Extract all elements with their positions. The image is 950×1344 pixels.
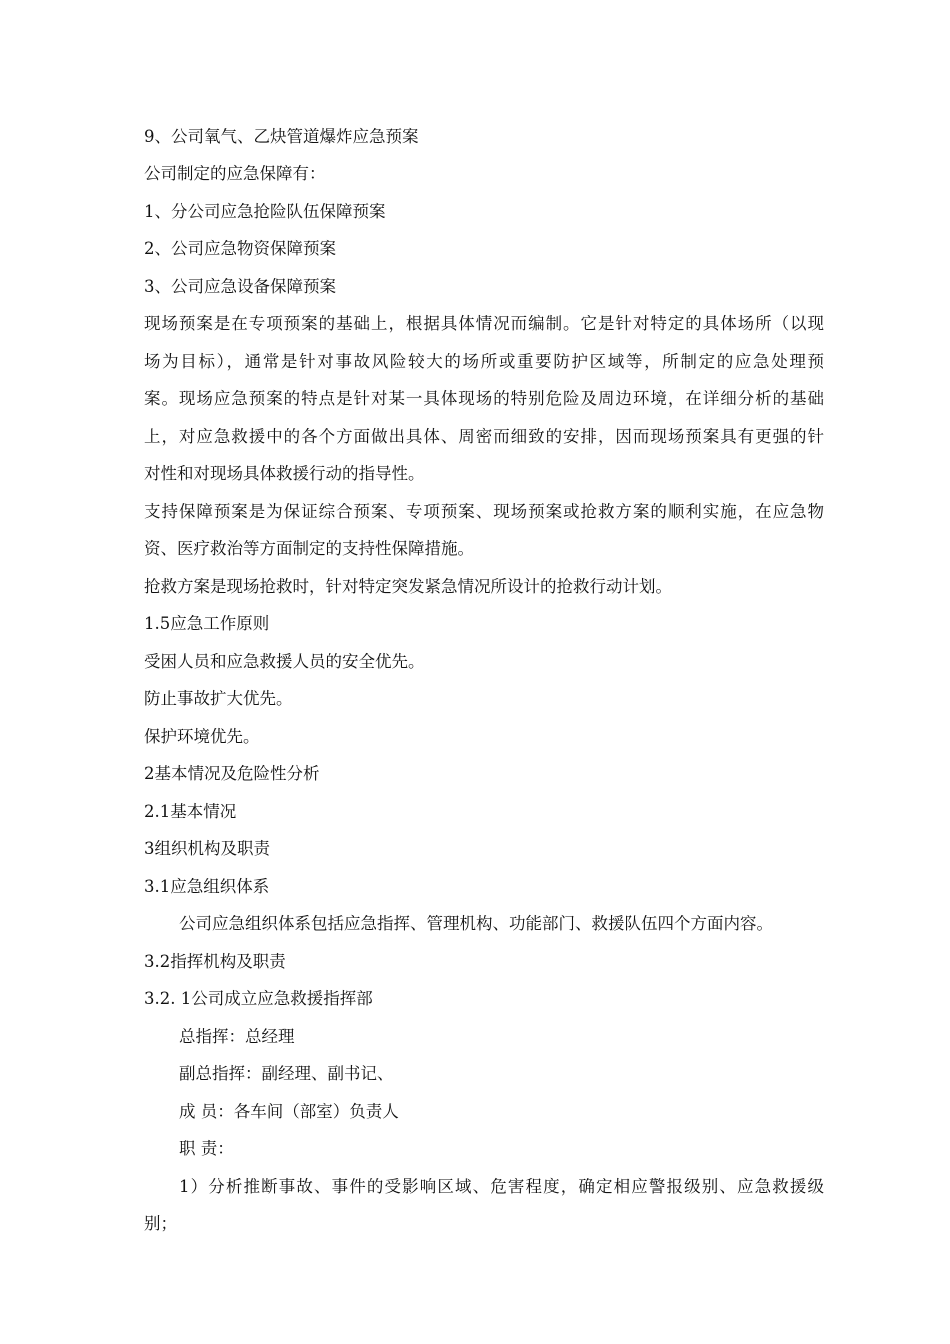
paragraph: 防止事故扩大优先。 bbox=[144, 689, 293, 708]
section-heading: 1.5应急工作原则 bbox=[144, 614, 270, 633]
paragraph: 受困人员和应急救援人员的安全优先。 bbox=[144, 652, 425, 671]
paragraph-line: 案。现场应急预案的特点是针对某一具体现场的特别危险及周边环境，在详细分析的基础 bbox=[144, 389, 824, 408]
section-heading: 2.1基本情况 bbox=[144, 802, 237, 821]
paragraph: 职 责： bbox=[179, 1139, 234, 1158]
list-item: 9、公司氧气、乙炔管道爆炸应急预案 bbox=[144, 127, 419, 146]
section-heading: 3.1应急组织体系 bbox=[144, 877, 270, 896]
paragraph: 总指挥：总经理 bbox=[179, 1027, 295, 1046]
paragraph: 保护环境优先。 bbox=[144, 727, 260, 746]
list-item: 3、公司应急设备保障预案 bbox=[144, 277, 336, 296]
paragraph: 抢救方案是现场抢救时，针对特定突发紧急情况所设计的抢救行动计划。 bbox=[144, 577, 672, 596]
paragraph-line: 对性和对现场具体救援行动的指导性。 bbox=[144, 464, 425, 483]
section-heading: 3.2. 1公司成立应急救援指挥部 bbox=[144, 989, 373, 1008]
paragraph-line: 支持保障预案是为保证综合预案、专项预案、现场预案或抢救方案的顺利实施，在应急物 bbox=[144, 502, 824, 521]
list-item: 2、公司应急物资保障预案 bbox=[144, 239, 336, 258]
paragraph-line: 场为目标），通常是针对事故风险较大的场所或重要防护区域等，所制定的应急处理预 bbox=[144, 352, 824, 371]
paragraph: 成 员：各车间（部室）负责人 bbox=[179, 1102, 399, 1121]
section-heading: 2基本情况及危险性分析 bbox=[144, 764, 320, 783]
paragraph-line: 别； bbox=[144, 1214, 177, 1233]
paragraph: 副总指挥：副经理、副书记、 bbox=[179, 1064, 394, 1083]
paragraph: 公司制定的应急保障有： bbox=[144, 164, 326, 183]
paragraph-line: 上，对应急救援中的各个方面做出具体、周密而细致的安排，因而现场预案具有更强的针 bbox=[144, 427, 824, 446]
paragraph-line: 1）分析推断事故、事件的受影响区域、危害程度，确定相应警报级别、应急救援级 bbox=[179, 1177, 824, 1196]
section-heading: 3组织机构及职责 bbox=[144, 839, 270, 858]
paragraph-line: 现场预案是在专项预案的基础上，根据具体情况而编制。它是针对特定的具体场所（以现 bbox=[144, 314, 824, 333]
section-heading: 3.2指挥机构及职责 bbox=[144, 952, 286, 971]
paragraph-line: 资、医疗救治等方面制定的支持性保障措施。 bbox=[144, 539, 474, 558]
paragraph: 公司应急组织体系包括应急指挥、管理机构、功能部门、救援队伍四个方面内容。 bbox=[179, 914, 773, 933]
list-item: 1、分公司应急抢险队伍保障预案 bbox=[144, 202, 386, 221]
